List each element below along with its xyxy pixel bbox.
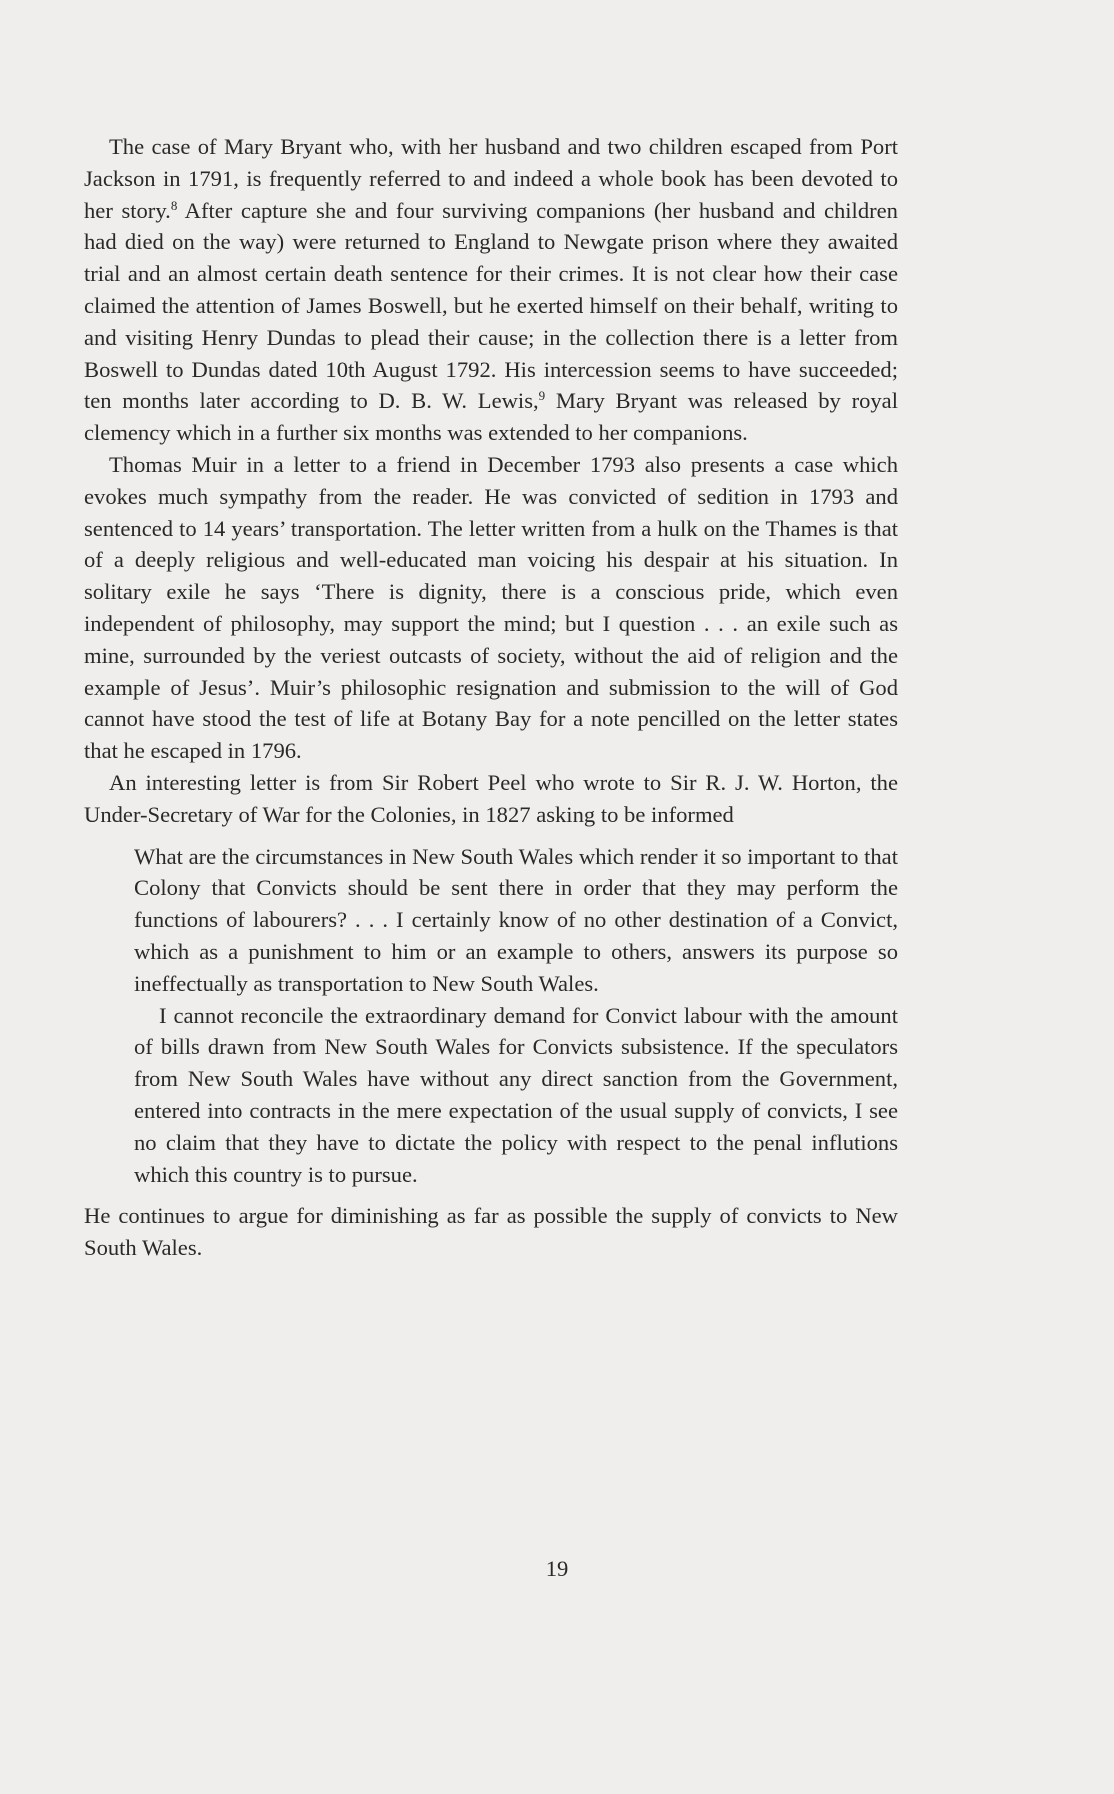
paragraph-conclusion: He continues to argue for diminishing as far as possible the supply of convicts to New South Wales.	[84, 1203, 898, 1261]
page-number: 19	[545, 1556, 569, 1581]
paragraph-mary-bryant	[84, 131, 898, 449]
footnote-marker: 9	[538, 388, 546, 404]
paragraph-thomas-muir: Thomas Muir in a letter to a friend in December 1793 also presents a case which evokes much sympathy from the reader. He was convicted of sedition in 1793 and sentenced to 14 years’ transportation. The letter written from a hulk on the Thames is that of a deeply religious and well-educated man voicing his despair at his situation. In solitary exile he says ‘There is dignity, there is a conscious pride, which even independent of philosophy, may support the mind; but I question . . . an exile such as mine, surrounded by the veriest outcasts of society, without the aid of religion and the example of Jesus’. Muir’s philosophic resignation and submission to the will of God cannot have stood the test of life at Botany Bay for a note pencilled on the letter states that he escaped in 1796.	[84, 451, 898, 764]
paragraph-text: After capture she and four surviving companions (her husband and children had died on the way) were returned to England to Newgate prison where they awaited trial and an almost certain death sentence for their crimes. It is not clear how their case claimed the attention of James Boswell, but he exerted himself on their behalf, writing to and visiting Henry Dundas to plead their cause; in the collection there is a letter from Boswell to Dundas dated 10th August 1792. His intercession seems to have succeeded; ten months later according to D. B. W. Lewis,	[84, 197, 898, 414]
quote-paragraph: I cannot reconcile the extraordinary demand for Convict labour with the amount of bills drawn from New South Wales for Convicts subsistence. If the speculators from New South Wales have without any direct sanction from the Government, entered into contracts in the mere expectation of the usual supply of convicts, I see no claim that they have to dictate the policy with respect to the penal influtions which this country is to pursue.	[134, 1002, 898, 1187]
footnote-marker: 8	[170, 197, 178, 213]
quote-paragraph: What are the circumstances in New South Wales which render it so important to that Colony that Convicts should be sent there in order that they may perform the functions of labourers? . . . I certainly know of no other destination of a Convict, which as a punishment to him or an example to others, answers its purpose so ineffectually as transportation to New South Wales.	[134, 843, 898, 996]
paragraph-robert-peel: An interesting letter is from Sir Robert Peel who wrote to Sir R. J. W. Horton, the Under-Secretary of War for the Colonies, in 1827 asking to be informed	[84, 769, 898, 827]
paragraph-text: Mary Bryant was released by royal clemency which in a further six months was extended to her companions.	[84, 388, 898, 446]
body-text	[84, 131, 898, 1264]
paragraph-text: The case of Mary Bryant who, with her husband and two children escaped from Port Jackson in 1791, is frequently referred to and indeed a whole book has been devoted to her story.	[84, 134, 898, 223]
block-quote	[84, 841, 898, 1191]
